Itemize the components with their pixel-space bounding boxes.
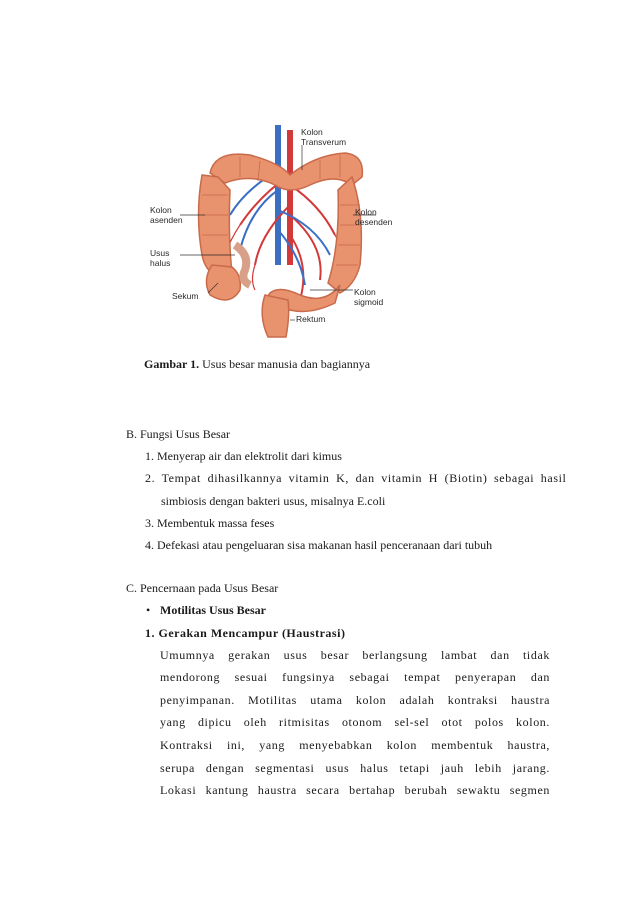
section-b-item-4: 4. Defekasi atau pengeluaran sisa makanan hasil penceranaan dari tubuh <box>145 538 493 552</box>
subheading-haustrasi: 1. Gerakan Mencampur (Haustrasi) <box>145 626 346 640</box>
paragraph-line-7: Lokasi kantung haustra secara bertahap berubah sewaktu segmen <box>160 783 550 797</box>
paragraph-line-1: Umumnya gerakan usus besar berlangsung lambat dan tidak <box>160 648 550 662</box>
large-intestine-figure <box>140 115 415 345</box>
label-kolon-desenden: Kolon desenden <box>355 207 393 227</box>
label-kolon-transverum: Kolon Transverum <box>301 127 347 147</box>
bullet-icon: • <box>146 603 151 617</box>
section-c-heading: C. Pencernaan pada Usus Besar <box>126 581 279 595</box>
large-intestine-illustration <box>140 115 415 345</box>
label-sekum: Sekum <box>172 291 199 301</box>
bullet-heading: Motilitas Usus Besar <box>160 603 266 617</box>
section-b-item-2-cont: simbiosis dengan bakteri usus, misalnya E.coli <box>161 494 386 508</box>
section-b-item-1: 1. Menyerap air dan elektrolit dari kimus <box>145 449 342 463</box>
figure-caption <box>144 357 370 372</box>
paragraph-line-2: mendorong sesuai fungsinya sebagai tempat penyerapan dan <box>160 670 550 684</box>
label-usus-halus: Usus halus <box>150 248 171 268</box>
label-kolon-sigmoid: Kolon sigmoid <box>354 287 384 307</box>
label-kolon-asenden: Kolon asenden <box>150 205 183 225</box>
label-rektum: Rektum <box>296 314 326 324</box>
caption-text: Usus besar manusia dan bagiannya <box>199 357 371 371</box>
section-b-item-2: 2. Tempat dihasilkannya vitamin K, dan vitamin H (Biotin) sebagai hasil <box>145 471 567 485</box>
paragraph-line-3: penyimpanan. Motilitas utama kolon adalah kontraksi haustra <box>160 693 550 707</box>
paragraph-line-5: Kontraksi ini, yang menyebabkan kolon membentuk haustra, <box>160 738 550 752</box>
section-b-heading: B. Fungsi Usus Besar <box>126 427 231 441</box>
paragraph-line-6: serupa dengan segmentasi usus halus tetapi jauh lebih jarang. <box>160 761 550 775</box>
section-b-item-3: 3. Membentuk massa feses <box>145 516 275 530</box>
paragraph-line-4: yang dipicu oleh ritmisitas otonom sel-sel otot polos kolon. <box>160 715 550 729</box>
caption-number: Gambar 1. <box>144 357 200 371</box>
